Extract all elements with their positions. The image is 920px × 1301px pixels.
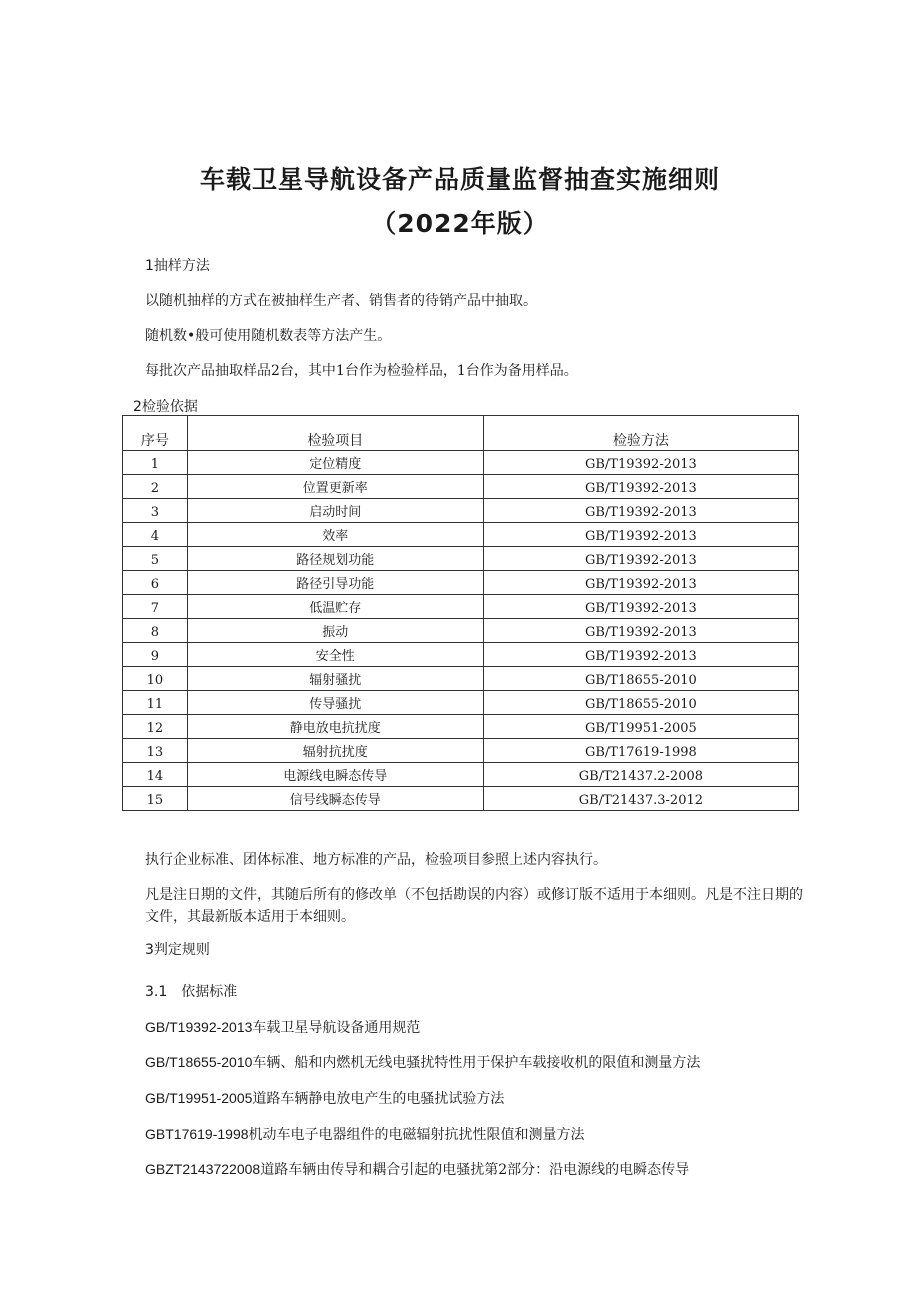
row-number: 9 — [123, 643, 188, 667]
table-row — [123, 691, 799, 715]
inspection-item: 安全性 — [187, 643, 483, 667]
standard-code: GBT17619-1998 — [145, 1126, 249, 1142]
table-row — [123, 475, 799, 499]
inspection-item: 定位精度 — [187, 451, 483, 475]
row-number: 4 — [123, 523, 188, 547]
dating-note: 凡是注日期的文件，其随后所有的修改单（不包括勘误的内容）或修订版不适用于本细则。凡是不注日期的文件，其最新版本适用于本细则。 — [145, 887, 803, 925]
inspection-item: 启动时间 — [187, 499, 483, 523]
standard-code: GB/T19951-2005 — [145, 1090, 253, 1106]
document-edition: （2022年版） — [371, 209, 549, 238]
inspection-method: GB/T19392-2013 — [483, 619, 798, 643]
table-row — [123, 787, 799, 811]
table-body — [123, 451, 799, 811]
table-header-row — [123, 416, 799, 451]
standard-item — [145, 1159, 689, 1180]
inspection-method: GB/T21437.2-2008 — [483, 763, 798, 787]
inspection-method: GB/T19392-2013 — [483, 499, 798, 523]
table-row — [123, 763, 799, 787]
table-row — [123, 595, 799, 619]
inspection-item: 路径规划功能 — [187, 547, 483, 571]
inspection-table — [122, 415, 799, 811]
standard-code: GB/T19392-2013 — [145, 1019, 253, 1035]
inspection-method: GB/T19392-2013 — [483, 571, 798, 595]
inspection-method: GB/T18655-2010 — [483, 667, 798, 691]
inspection-method: GB/T17619-1998 — [483, 739, 798, 763]
inspection-item: 振动 — [187, 619, 483, 643]
table-row — [123, 547, 799, 571]
standard-name: 车辆、船和内燃机无线电骚扰特性用于保护车载接收机的限值和测量方法 — [252, 1055, 701, 1071]
inspection-item: 传导骚扰 — [187, 691, 483, 715]
inspection-item: 位置更新率 — [187, 475, 483, 499]
inspection-method: GB/T19392-2013 — [483, 643, 798, 667]
row-number: 13 — [123, 739, 188, 763]
inspection-item: 电源线电瞬态传导 — [187, 763, 483, 787]
table-row — [123, 715, 799, 739]
inspection-method: GB/T19392-2013 — [483, 547, 798, 571]
row-number: 10 — [123, 667, 188, 691]
table-row — [123, 451, 799, 475]
standard-item — [145, 1124, 585, 1145]
row-number: 14 — [123, 763, 188, 787]
standard-name: 道路车辆静电放电产生的电骚扰试验方法 — [252, 1091, 505, 1107]
table-row — [123, 667, 799, 691]
section-2-heading: 2检验依据 — [133, 399, 198, 415]
table-row — [123, 523, 799, 547]
standard-item — [145, 1088, 504, 1109]
row-number: 2 — [123, 475, 188, 499]
inspection-item: 信号线瞬态传导 — [187, 787, 483, 811]
standard-item — [145, 1052, 700, 1073]
scope-note: 执行企业标准、团体标准、地方标准的产品，检验项目参照上述内容执行。 — [145, 852, 607, 868]
standard-code: GBZT2143722008 — [145, 1161, 261, 1177]
row-number: 1 — [123, 451, 188, 475]
inspection-method: GB/T21437.3-2012 — [483, 787, 798, 811]
column-header: 检验方法 — [483, 416, 798, 451]
inspection-item: 辐射抗扰度 — [187, 739, 483, 763]
inspection-method: GB/T19392-2013 — [483, 451, 798, 475]
inspection-item: 静电放电抗扰度 — [187, 715, 483, 739]
standard-name: 道路车辆由传导和耦合引起的电骚扰第2部分：沿电源线的电瞬态传导 — [260, 1162, 690, 1178]
inspection-method: GB/T19392-2013 — [483, 523, 798, 547]
row-number: 7 — [123, 595, 188, 619]
standard-name: 车载卫星导航设备通用规范 — [252, 1020, 421, 1036]
column-header: 序号 — [123, 416, 188, 451]
section-3-heading: 3判定规则 — [145, 942, 210, 958]
inspection-item: 效率 — [187, 523, 483, 547]
row-number: 3 — [123, 499, 188, 523]
table-row — [123, 643, 799, 667]
inspection-item: 辐射骚扰 — [187, 667, 483, 691]
inspection-method: GB/T19951-2005 — [483, 715, 798, 739]
paragraph: 以随机抽样的方式在被抽样生产者、销售者的待销产品中抽取。 — [145, 293, 537, 309]
table-row — [123, 499, 799, 523]
inspection-item: 路径引导功能 — [187, 571, 483, 595]
inspection-method: GB/T19392-2013 — [483, 475, 798, 499]
row-number: 11 — [123, 691, 188, 715]
row-number: 5 — [123, 547, 188, 571]
section-3-1-heading: 3.1 依据标准 — [145, 984, 238, 1000]
section-1-heading: 1抽样方法 — [145, 258, 210, 274]
standard-item — [145, 1017, 420, 1038]
paragraph: 每批次产品抽取样品2台，其中1台作为检验样品，1台作为备用样品。 — [145, 363, 578, 379]
row-number: 15 — [123, 787, 188, 811]
inspection-item: 低温贮存 — [187, 595, 483, 619]
table-row — [123, 739, 799, 763]
row-number: 12 — [123, 715, 188, 739]
standard-name: 机动车电子电器组件的电磁辐射抗扰性限值和测量方法 — [248, 1127, 585, 1143]
table-row — [123, 619, 799, 643]
standard-code: GB/T18655-2010 — [145, 1054, 253, 1070]
row-number: 6 — [123, 571, 188, 595]
inspection-method: GB/T19392-2013 — [483, 595, 798, 619]
column-header: 检验项目 — [187, 416, 483, 451]
row-number: 8 — [123, 619, 188, 643]
inspection-method: GB/T18655-2010 — [483, 691, 798, 715]
table-row — [123, 571, 799, 595]
document-title: 车载卫星导航设备产品质量监督抽查实施细则 — [199, 165, 720, 194]
paragraph: 随机数•般可使用随机数表等方法产生。 — [145, 328, 392, 344]
